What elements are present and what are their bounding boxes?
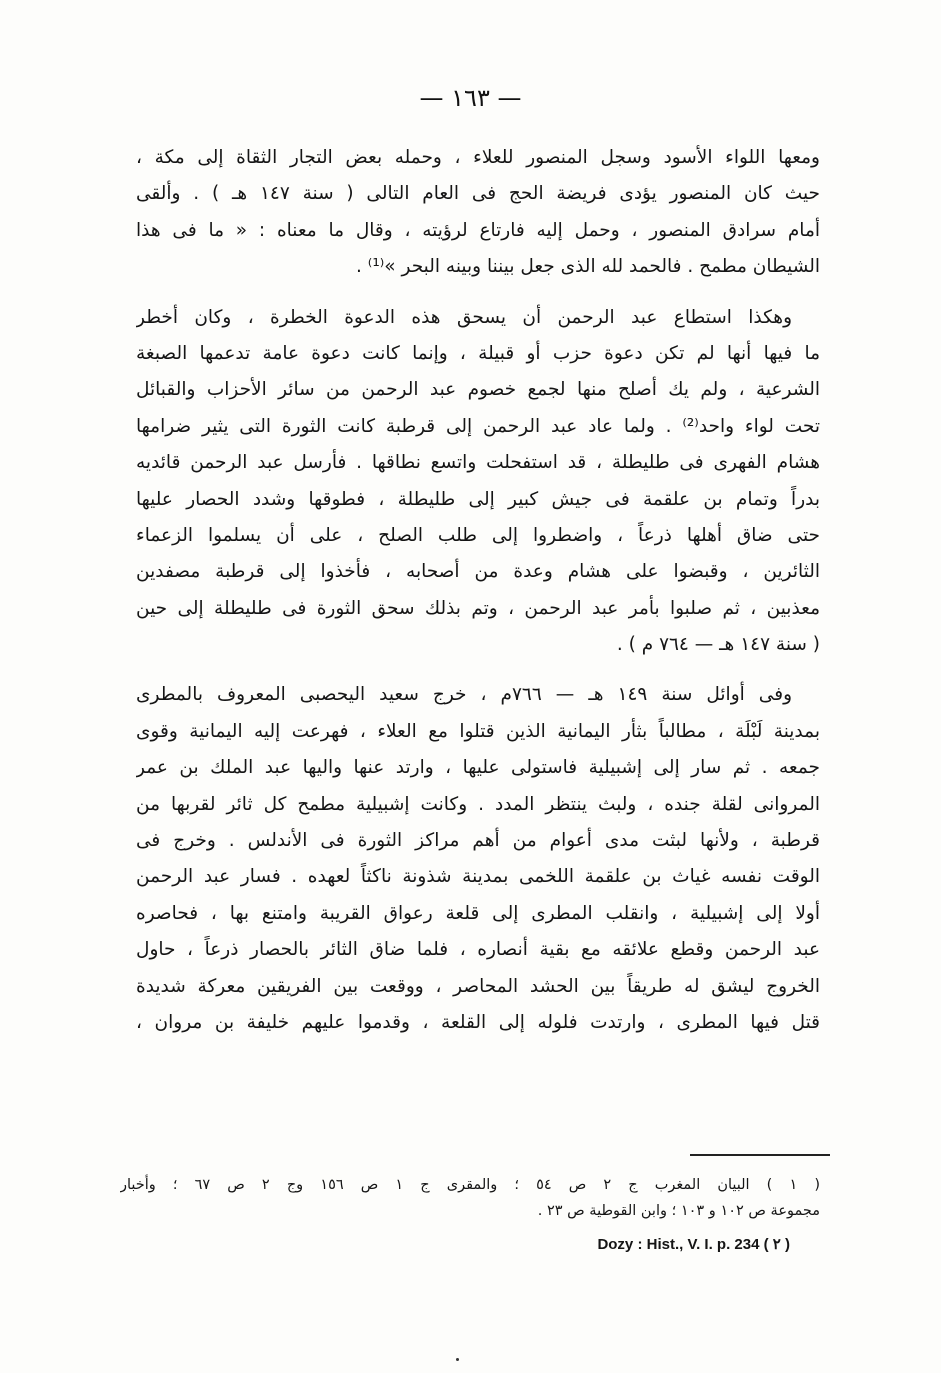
- text-line: ما فيها أنها لم تكن دعوة حزب أو قبيلة ، وإنما كانت دعوة عامة تدعمها الصبغة: [136, 342, 820, 364]
- text-line: عبد الرحمن وقطع علائقه مع بقية أنصاره ، فلما ضاق الثائر بالحصار ذرعاً ، حاول: [136, 939, 820, 961]
- footnote-line: ( ١ ) البيان المغرب ج ٢ ص ٥٤ ؛ والمقرى ج ١ ص ١٥٦ وج ٢ ص ٦٧ ؛ وأخبار: [120, 1177, 820, 1193]
- text-line: الخروج ليشق له طريقاً بين الحشد المحاصر ، ووقعت بين الفريقين معركة شديدة: [136, 975, 820, 997]
- text-line: قرطبة ، ولأنها لبثت مدى أعوام من أهم مراكز الثورة فى الأندلس . وخرج فى: [136, 830, 820, 852]
- text-line: بدراً وتمام بن علقمة فى جيش كبير إلى طليطلة ، فطوقها وشدد الحصار عليها: [136, 488, 820, 510]
- text-line: الشرعية ، ولم يك أصلح منها لجمع خصوم عبد الرحمن من سائر الأحزاب والقبائل: [136, 379, 820, 401]
- text-line: ومعها اللواء الأسود وسجل المنصور للعلاء ، وحمله بعض التجار الثقاة إلى مكة ،: [136, 147, 820, 168]
- text-line: الوقت نفسه غياث بن علقمة اللخمى بمدينة شذونة ناكثاً لعهده . فسار عبد الرحمن: [136, 866, 820, 888]
- text-line: الثائرين ، وقبضوا على هشام وعدة من أصحابه ، فأخذوا إلى قرطبة مصفدين: [136, 561, 820, 583]
- text-line: وفى أوائل سنة ١٤٩ هـ — ٧٦٦م ، خرج سعيد اليحصبى المعروف بالمطرى: [136, 684, 792, 706]
- text-line: الشيطان مطمح . فالحمد لله الذى جعل بيننا وبينه البحر »⁽¹⁾ .: [356, 256, 820, 278]
- text-line: ( سنة ١٤٧ هـ — ٧٦٤ م ) .: [616, 634, 820, 656]
- print-speck: [456, 1358, 459, 1361]
- footnote-divider: [690, 1154, 830, 1156]
- footnote-latin: Dozy : Hist., V. I. p. 234 ( ٢ ): [597, 1236, 790, 1253]
- text-line: تحت لواء واحد⁽²⁾ . ولما عاد عبد الرحمن إلى قرطبة كانت الثورة التى يثير ضرامها: [136, 415, 820, 437]
- text-line: أمام سرادق المنصور ، وحمل إليه فارتاع لرؤيته ، وقال ما معناه : « ما فى هذا: [136, 219, 820, 241]
- text-line: بمدينة لَبْلَة ، مطالباً بثأر اليمانية الذين قتلوا مع العلاء ، فهرعت إليه اليمانية وقوى: [136, 720, 820, 742]
- text-line: المروانى لقلة جنده ، ولبث ينتظر المدد . وكانت إشبيلية مطمح كل ثائر لقربها من: [136, 793, 820, 815]
- text-line: حتى ضاق أهلها ذرعاً ، واضطروا إلى طلب الصلح ، على أن يسلموا الزعماء: [136, 524, 820, 546]
- text-line: معذبين ، ثم صلبوا بأمر عبد الرحمن ، وتم بذلك سحق الثورة فى طليطلة إلى حين: [136, 597, 820, 619]
- text-line: هشام الفهرى فى طليطلة ، قد استفحلت واتسع نطاقها . فأرسل عبد الرحمن قائديه: [136, 452, 820, 474]
- text-line: قتل فيها المطرى ، وارتدت فلوله إلى القلعة ، وقدموا عليهم خليفة بن مروان ،: [136, 1011, 820, 1033]
- text-line: أولا إلى إشبيلية ، وانقلب المطرى إلى قلعة رعواق القريبة وامتنع بها ، فحاصره: [136, 902, 820, 924]
- footnote-line: مجموعة ص ١٠٢ و ١٠٣ ؛ وابن القوطية ص ٢٣ .: [537, 1203, 820, 1219]
- paragraph: [136, 677, 820, 1041]
- paragraph: [136, 140, 820, 286]
- main-text: [136, 140, 820, 1041]
- text-line: جمعه . ثم سار إلى إشبيلية فاستولى عليها ، وارتد عنها واليها عبد الملك بن عمر: [136, 757, 820, 779]
- paragraph: [136, 300, 820, 664]
- text-line: وهكذا استطاع عبد الرحمن أن يسحق هذه الدعوة الخطرة ، وكان أخطر: [136, 306, 792, 328]
- text-line: حيث كان المنصور يؤدى فريضة الحج فى العام التالى ( سنة ١٤٧ هـ ) . وألقى: [136, 183, 820, 205]
- footnotes: [120, 1172, 820, 1258]
- page-number: — ١٦٣ —: [419, 84, 522, 112]
